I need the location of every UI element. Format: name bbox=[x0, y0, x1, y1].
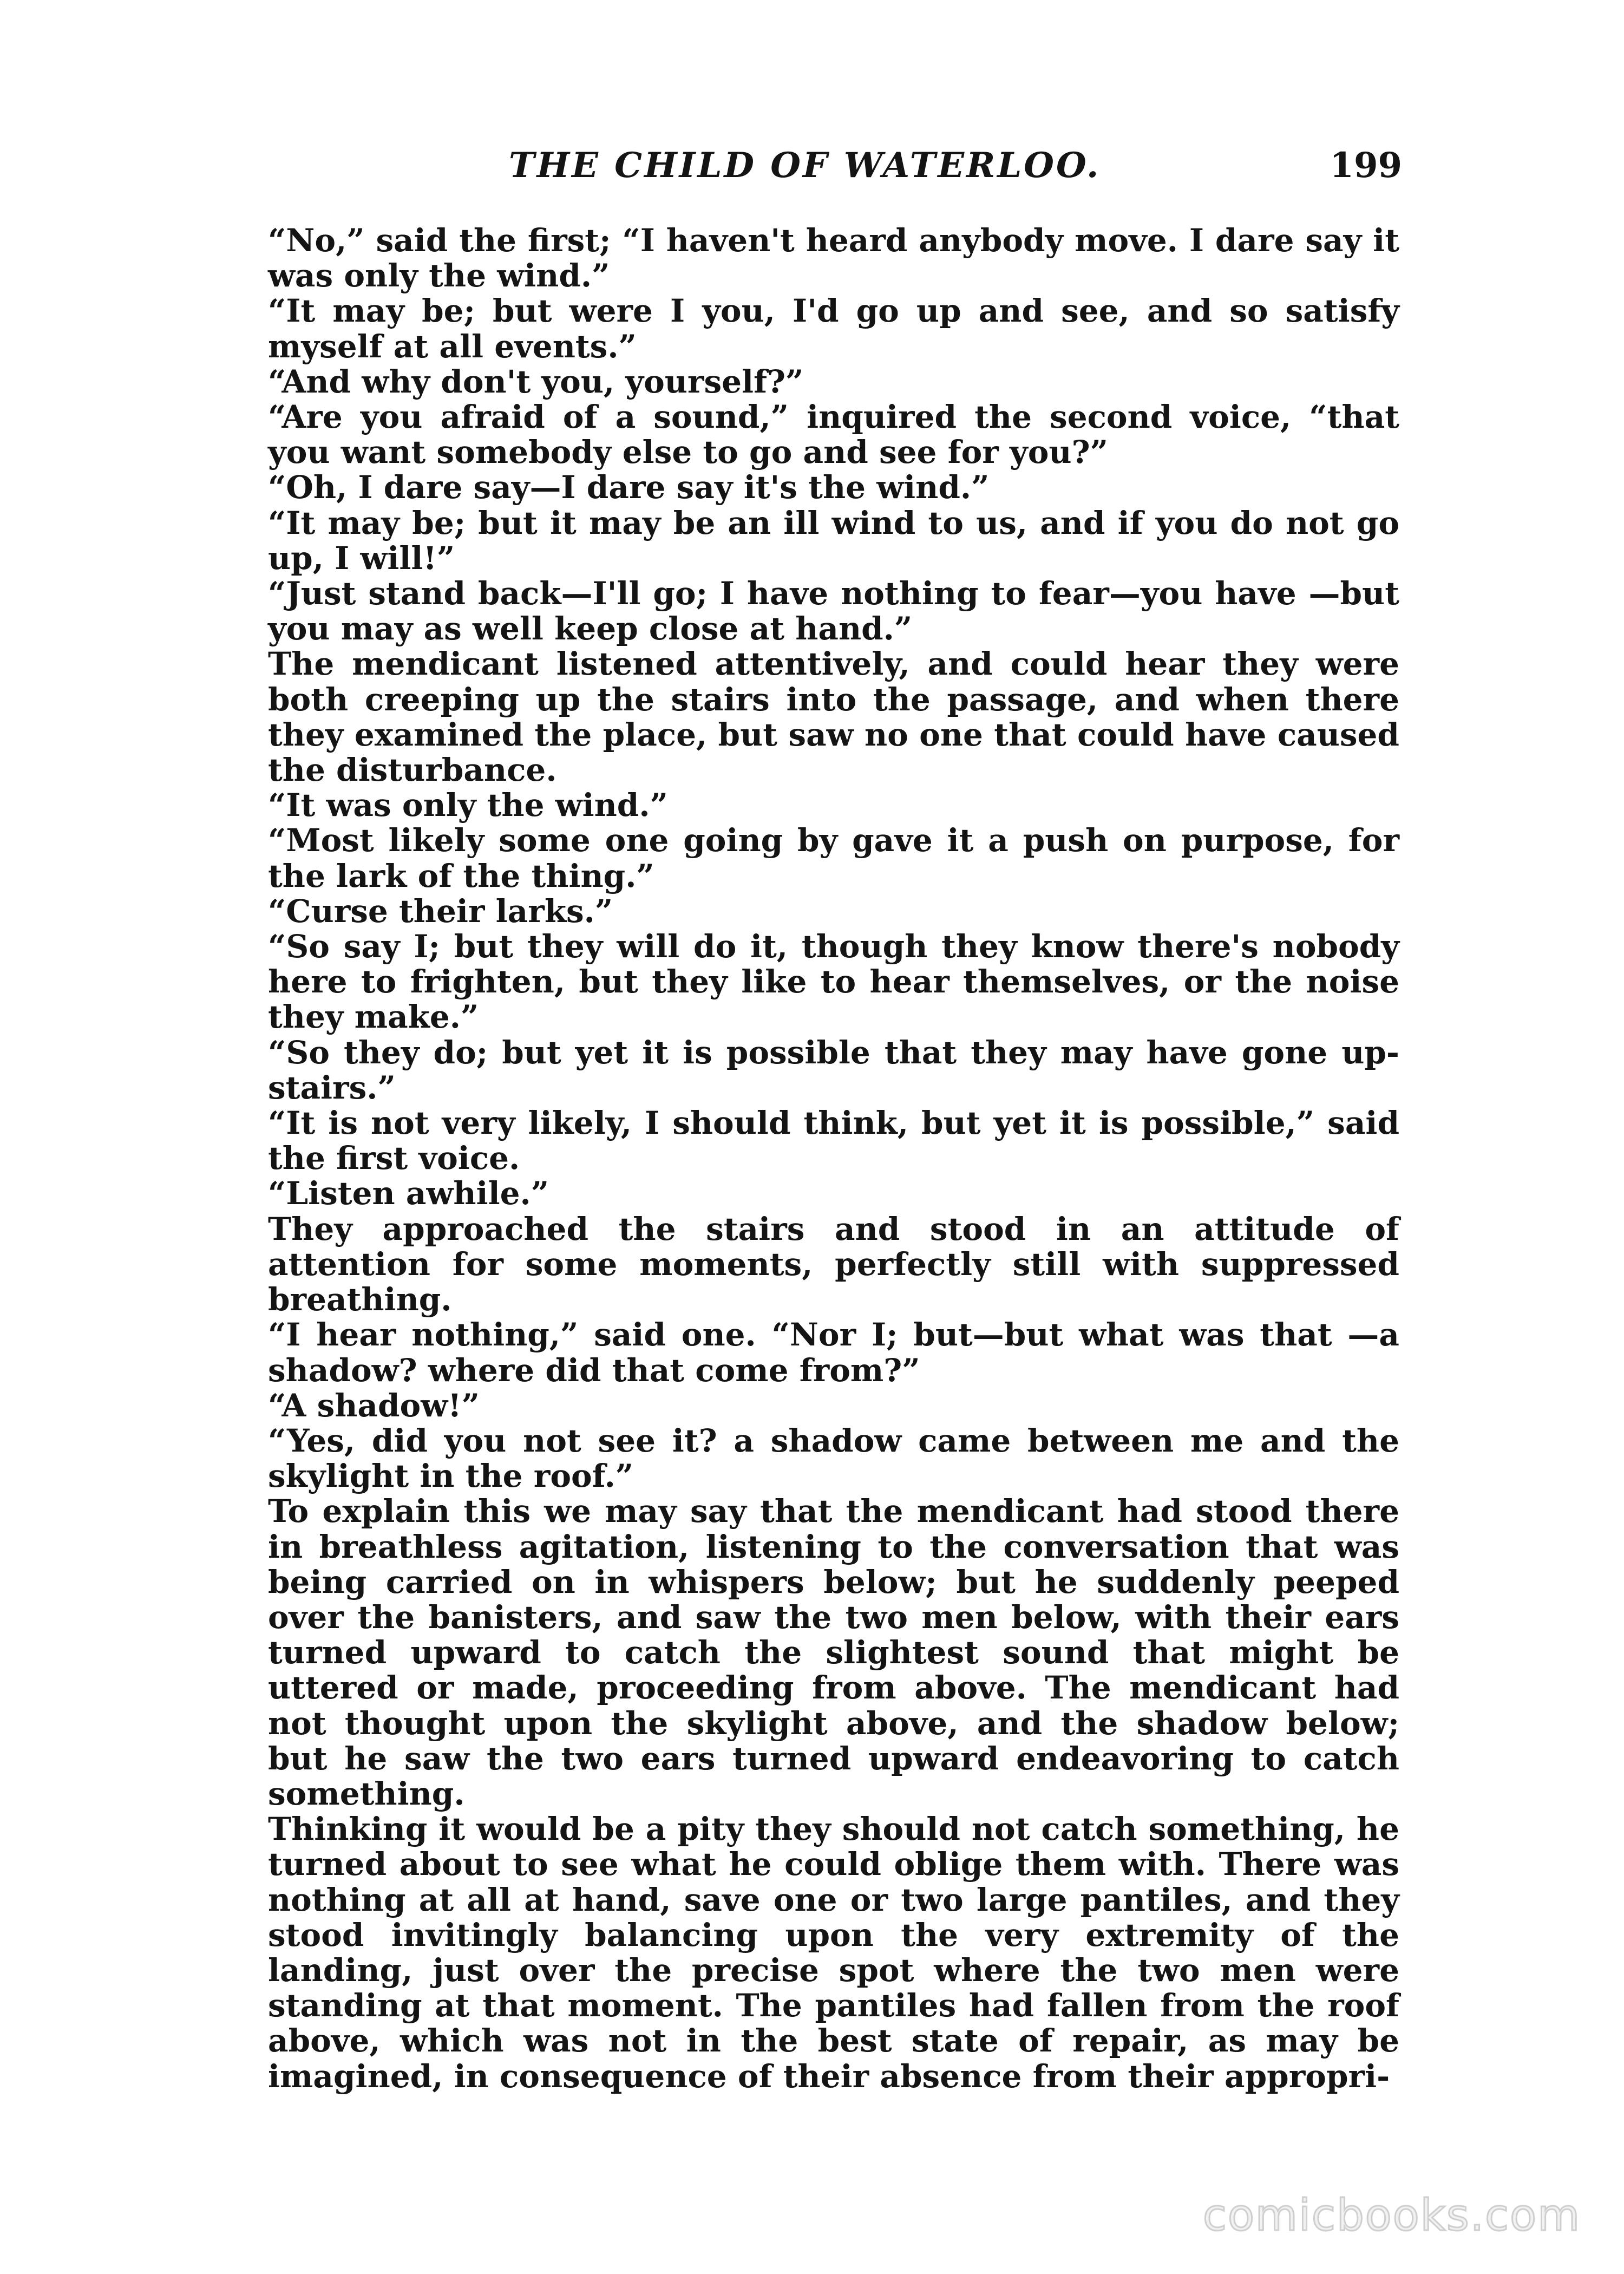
paragraph: “Listen awhile.” bbox=[268, 1175, 549, 1212]
paragraph: Thinking it would be a pity they should not catch something, he turned about to see what he could oblige them with. There was nothing at all at hand, save one or two large pantiles, and they stood invitingly balancing upon the very extremity of the landing, just over the precise spot where the two men were standing at that moment. The pantiles had fallen from the roof above, which was not in the best state of repair, as may be imagined, in consequence of their absence from their appropri- bbox=[268, 1811, 1399, 2095]
paragraph: “No,” said the first; “I haven't heard anybody move. I dare say it was only the wind.” bbox=[268, 222, 1399, 295]
body-text bbox=[268, 223, 1399, 2094]
paragraph: “And why don't you, yourself?” bbox=[268, 363, 804, 400]
paragraph: “It is not very likely, I should think, but yet it is possible,” said the first voice. bbox=[268, 1105, 1399, 1177]
page-number: 199 bbox=[1330, 145, 1402, 186]
paragraph: “Yes, did you not see it? a shadow came between me and the skylight in the roof.” bbox=[268, 1422, 1399, 1495]
paragraph: They approached the stairs and stood in an attitude of attention for some moments, perfectly still with suppressed breathing. bbox=[268, 1210, 1399, 1318]
paragraph: “It may be; but it may be an ill wind to us, and if you do not go up, I will!” bbox=[268, 504, 1399, 577]
paragraph: “A shadow!” bbox=[268, 1387, 480, 1424]
paragraph: “So they do; but yet it is possible that they may have gone up-stairs.” bbox=[268, 1034, 1399, 1106]
paragraph: “It was only the wind.” bbox=[268, 787, 668, 824]
paragraph: “Oh, I dare say—I dare say it's the wind.” bbox=[268, 469, 990, 506]
paragraph: “Just stand back—I'll go; I have nothing to fear—you have —but you may as well keep close at hand.” bbox=[268, 575, 1399, 648]
watermark: comicbooks.com bbox=[1202, 2190, 1581, 2240]
paragraph: “So say I; but they will do it, though they know there's nobody here to frighten, but they like to hear themselves, or the noise they make.” bbox=[268, 928, 1399, 1036]
paragraph: “I hear nothing,” said one. “Nor I; but—but what was that —a shadow? where did that come from?” bbox=[268, 1316, 1399, 1389]
paragraph: To explain this we may say that the mendicant had stood there in breathless agitation, listening to the conversation that was being carried on in whispers below; but he suddenly peeped over the banisters, and saw the two men below, with their ears turned upward to catch the slightest sound that might be uttered or made, proceeding from above. The mendicant had not thought upon the skylight above, and the shadow below; but he saw the two ears turned upward endeavoring to catch something. bbox=[268, 1493, 1399, 1812]
paragraph: “Curse their larks.” bbox=[268, 892, 613, 930]
paragraph: The mendicant listened attentively, and could hear they were both creeping up the stairs into the passage, and when there they examined the place, but saw no one that could have caused the disturbance. bbox=[268, 645, 1399, 789]
paragraph: “It may be; but were I you, I'd go up and see, and so satisfy myself at all events.” bbox=[268, 292, 1399, 365]
paragraph: “Are you afraid of a sound,” inquired the second voice, “that you want somebody else to go and see for you?” bbox=[268, 398, 1399, 471]
page-header bbox=[271, 145, 1402, 194]
paragraph: “Most likely some one going by gave it a push on purpose, for the lark of the thing.” bbox=[268, 822, 1399, 894]
running-title: THE CHILD OF WATERLOO. bbox=[509, 145, 1101, 186]
